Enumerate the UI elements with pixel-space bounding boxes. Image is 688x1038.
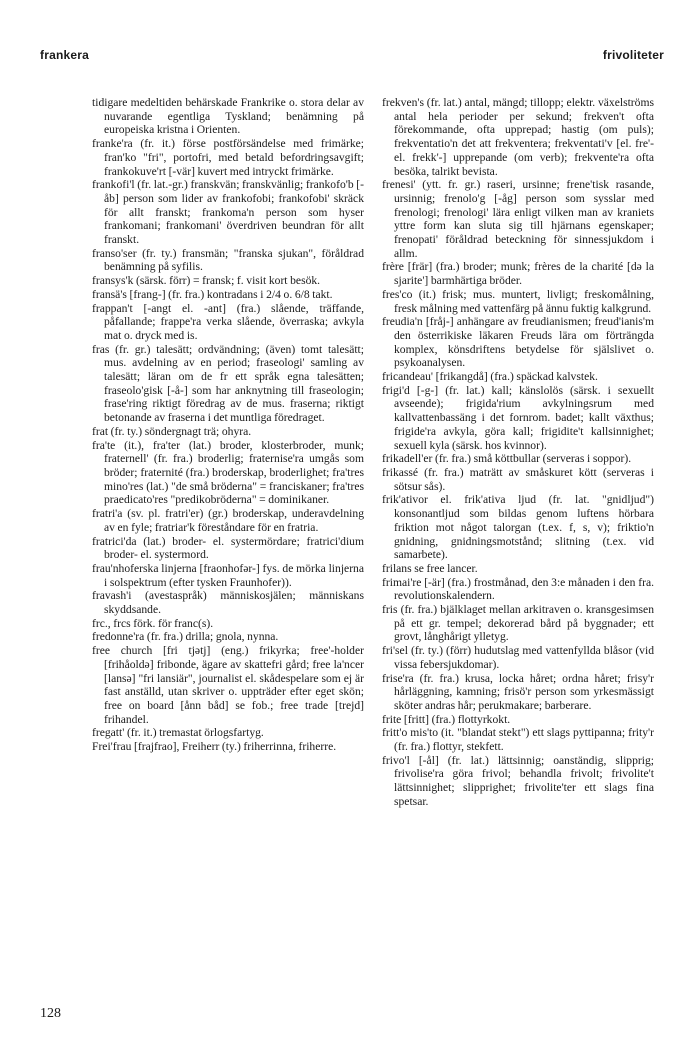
dictionary-entry: frikadell'er (fr. fra.) små köttbullar (serveras i soppor). — [382, 452, 632, 466]
dictionary-entry: tidigare medeltiden behärskade Frankrike o. stora delar av nuvarande egentliga Tyskland; benämning på europeiska kristna i Orienten. — [92, 96, 364, 137]
dictionary-entry: fras (fr. gr.) talesätt; ordvändning; (även) tomt talesätt; mus. avdelning av en period; fraseologi' samling av talesätt; läran om de fr ett språk egna talesätten; fraseolo'gisk [-å-] som har anknytning till fraseologin; frase'ring riktigt föredrag av de mus. fraserna; riktigt betonande av fraserna i det muntliga föredraget. — [92, 342, 364, 425]
dictionary-entry: freudia'n [fråj-] anhängare av freudianismen; freud'ianis'm den österrikiske läkaren Freuds lära om förträngda komplex, könsdriftens betydelse för själslivet o. psykoanalysen. — [382, 315, 654, 370]
dictionary-entry: frise'ra (fr. fra.) krusa, locka håret; ordna håret; frisy'r hårläggning, kamning; frisö'r person som yrkesmässigt sköter andras hår; perukmakare; barberare. — [382, 671, 654, 712]
dictionary-entry: fra'te (it.), fra'ter (lat.) broder, klosterbroder, munk; fraternell' (fr. fra.) broderlig; fraternise'ra umgås som bröder; fraternité (fra.) broderskap, broderlighet; fra'tres mino'res (lat.) "de små bröderna" = franciskaner; fra'tres praedicato'res "predikobröderna" = dominikaner. — [92, 438, 364, 507]
dictionary-entry: frau'nhoferska linjerna [fraonhofər-] fys. de mörka linjerna i solspektrum (efter tysken Fraunhofer)). — [92, 561, 364, 589]
dictionary-entry: fratrici'da (lat.) broder- el. systermördare; fratrici'dium broder- el. systermord. — [92, 534, 364, 562]
dictionary-entry: frigi'd [-g-] (fr. lat.) kall; känslolös (särsk. i sexuellt avseende); frigida'rium avkylningsrum med kallvattenbassäng i det fornrom. badet; kallt växthus; frigide'ra avkyla, göra kall; frigidite't kallsinnighet; sexuell kyla (särsk. hos kvinnor). — [382, 383, 654, 452]
dictionary-entry: fri'sel (fr. ty.) (förr) hudutslag med vattenfyllda blåsor (vid vissa febersjukdomar). — [382, 644, 654, 671]
dictionary-entry: free church [fri tjətj] (eng.) frikyrka; free'-holder [frihåoldə] fribonde, ägare av skattefri gård; free la'ncer [lansə] "fri lansiär", journalist el. skådespelare som ej är fast anställd, utan skriver o. uppträder efter eget skön; free on board [ånn båd] se fob.; free trade [trejd] frihandel. — [92, 644, 364, 726]
dictionary-entry: fris (fr. fra.) bjälklaget mellan arkitraven o. kransgesimsen på ett gr. tempel; dekorerad bård på byggnader; ett grovt, långhårigt ylletyg. — [382, 603, 654, 644]
dictionary-entry: fritt'o mis'to (it. "blandat stekt") ett slags pyttipanna; frity'r (fr. fra.) flottyr, stekfett. — [382, 726, 654, 754]
left-column — [92, 96, 364, 754]
dictionary-entry: fravash'i (avestaspråk) människosjälen; människans skyddsande. — [92, 589, 364, 617]
dictionary-entry: frat (fr. ty.) söndergnagt trä; ohyra. — [92, 424, 252, 438]
dictionary-entry: frère [frär] (fra.) broder; munk; frères de la charité [də la sjarite'] barmhärtiga bröder. — [382, 260, 654, 288]
dictionary-entry: frimai're [-är] (fra.) frostmånad, den 3:e månaden i den fra. revolutionskalendern. — [382, 575, 654, 603]
dictionary-entry: Frei'frau [frajfrao], Freiherr (ty.) friherrinna, friherre. — [92, 740, 337, 754]
dictionary-entry: fratri'a (sv. pl. fratri'er) (gr.) broderskap, underavdelning av en fyle; fratriar'k föreståndare för en fratria. — [92, 507, 364, 534]
guideword-left: frankera — [40, 48, 89, 62]
dictionary-entry: fransys'k (särsk. förr) = fransk; f. visit kort besök. — [92, 274, 321, 288]
dictionary-entry: fregatt' (fr. it.) tremastat örlogsfartyg. — [92, 726, 264, 740]
dictionary-entry: frappan't [-angt el. -ant] (fra.) slående, träffande, påfallande; frappe'ra verka slående, överraska; avkyla mat o. dryck med is. — [92, 301, 364, 342]
dictionary-entry: frekven's (fr. lat.) antal, mängd; tillopp; elektr. växelströms antal hela perioder per sekund; frekven't ofta förekommande, ofta upprepad; hastig (om puls); frekventatio'n det att frekventera; frekventati'v [el. fre'- el. frekk'-] upprepande (om verb); frekvente'ra ofta besöka, talrikt bevista. — [382, 96, 654, 178]
page-number: 128 — [40, 1006, 61, 1021]
dictionary-entry: frite [fritt] (fra.) flottyrkokt. — [382, 712, 511, 726]
dictionary-entry: fredonne'ra (fr. fra.) drilla; gnola, nynna. — [92, 630, 279, 644]
right-column — [382, 96, 654, 809]
dictionary-entry: fres'co (it.) frisk; mus. muntert, livligt; freskomålning, fresk målning med vattenfärg på ännu fuktig kalkgrund. — [382, 287, 654, 315]
dictionary-entry: frikassé (fr. fra.) maträtt av småskuret kött (serveras i sötsur sås). — [382, 465, 654, 493]
dictionary-entry: franso'ser (fr. ty.) fransmän; "franska sjukan", föråldrad benämning på syfilis. — [92, 246, 364, 274]
dictionary-entry: frilans se free lancer. — [382, 561, 478, 575]
dictionary-entry: frankofi'l (fr. lat.-gr.) franskvän; franskvänlig; frankofo'b [-åb] person som lider av frankofobi; frankofobi' skräck för allt franskt; frankoma'n person som hyser frankomani; frankomani' överdriven beundran för allt franskt. — [92, 178, 364, 247]
guideword-right: frivoliteter — [602, 48, 664, 62]
dictionary-entry: frivo'l [-ål] (fr. lat.) lättsinnig; oanständig, slipprig; frivolise'ra göra frivol; behandla frivolt; frivolite't lättsinnighet; slipprighet; frivolite'ter ett slags fina spetsar. — [382, 753, 654, 808]
dictionary-entry: fransä's [frang-] (fr. fra.) kontradans i 2/4 o. 6/8 takt. — [92, 287, 333, 301]
dictionary-entry: frik'ativor el. frik'ativa ljud (fr. lat. "gnidljud") konsonantljud som bildas genom luftens hörbara friktion mot något talorgan (t.ex. f, s, v); friktio'n gnidning, gnidningsmotstånd; slitning (t.ex. vid samarbete). — [382, 493, 654, 562]
dictionary-entry: frenesi' (ytt. fr. gr.) raseri, ursinne; frene'tisk rasande, ursinnig; frenolo'g [-åg] person som sysslar med frenologi; frenologi' lära enligt vilken man av kraniets yttre form kan sluta sig till hjärnans egenskaper; frenopati' föråldrad beteckning för sinnessjukdom i allm. — [382, 178, 654, 260]
dictionary-entry: frc., frcs förk. för franc(s). — [92, 616, 214, 630]
dictionary-entry: fricandeau' [frikangdå] (fra.) späckad kalvstek. — [382, 370, 598, 384]
dictionary-entry: franke'ra (fr. it.) förse postförsändelse med frimärke; fran'ko "fri", portofri, med betald befordringsavgift; frankokuve'rt [-vär] kuvert med intryckt frimärke. — [92, 137, 364, 178]
